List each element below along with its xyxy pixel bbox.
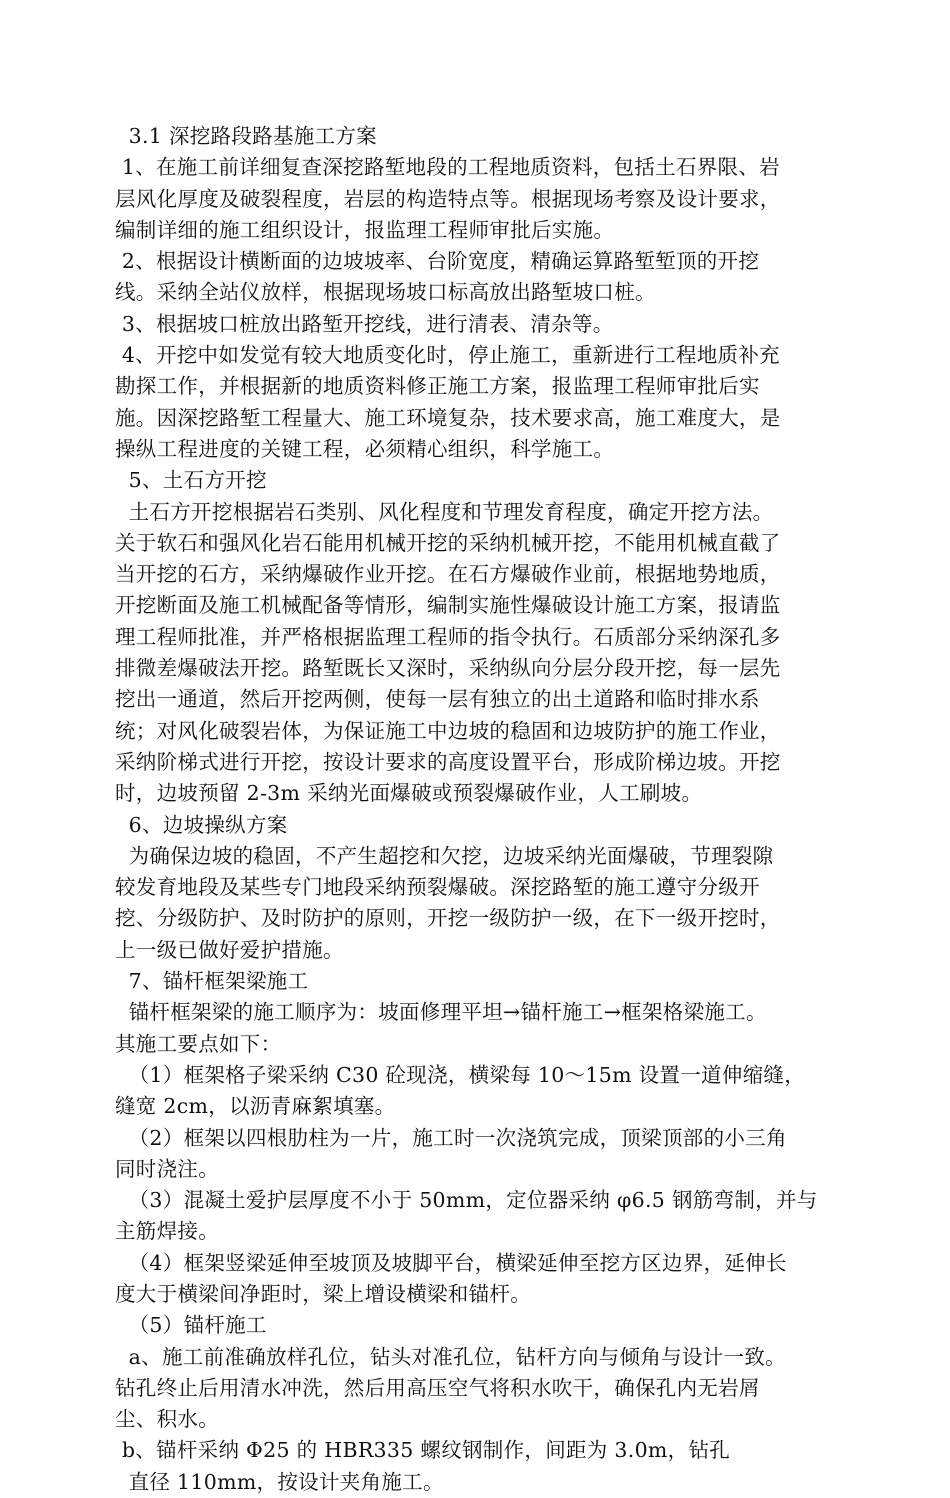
paragraph-line: 排微差爆破法开挖。路堑既长又深时，采纳纵向分层分段开挖，每一层先 xyxy=(115,656,781,681)
paragraph-line: 2、根据设计横断面的边坡坡率、台阶宽度，精确运算路堑堑顶的开挖 xyxy=(115,249,760,274)
paragraph-line: 编制详细的施工组织设计，报监理工程师审批后实施。 xyxy=(115,217,615,242)
paragraph-line: 操纵工程进度的关键工程，必须精心组织，科学施工。 xyxy=(115,436,615,461)
list-item-line: 度大于横梁间净距时，梁上增设横梁和锚杆。 xyxy=(115,1281,531,1306)
paragraph-line: 层风化厚度及破裂程度，岩层的构造特点等。根据现场考察及设计要求， xyxy=(115,186,781,211)
paragraph-line: 尘、积水。 xyxy=(115,1407,219,1432)
paragraph-line: 采纳阶梯式进行开挖，按设计要求的高度设置平台，形成阶梯边坡。开挖 xyxy=(115,749,781,774)
paragraph-line: 线。采纳全站仪放样，根据现场坡口标高放出路堑坡口桩。 xyxy=(115,280,656,305)
list-item-line: （4）框架竖梁延伸至坡顶及坡脚平台，横梁延伸至挖方区边界，延伸长 xyxy=(115,1250,787,1275)
paragraph-line: 钻孔终止后用清水冲洗，然后用高压空气将积水吹干，确保孔内无岩屑 xyxy=(115,1375,760,1400)
paragraph-line: 直径 110mm，按设计夹角施工。 xyxy=(115,1469,444,1494)
list-item-line: 主筋焊接。 xyxy=(115,1219,219,1244)
paragraph-line: 关于软石和强风化岩石能用机械开挖的采纳机械开挖，不能用机械直截了 xyxy=(115,530,781,555)
list-item-line: （3）混凝土爱护层厚度不小于 50mm，定位器采纳 φ6.5 钢筋弯制，并与 xyxy=(115,1188,818,1213)
paragraph-line: 较发育地段及某些专门地段采纳预裂爆破。深挖路堑的施工遵守分级开 xyxy=(115,875,760,900)
paragraph-line: 锚杆框架梁的施工顺序为：坡面修理平坦→锚杆施工→框架格梁施工。 xyxy=(115,1000,767,1025)
paragraph-line: 理工程师批准，并严格根据监理工程师的指令执行。石质部分采纳深孔多 xyxy=(115,624,781,649)
paragraph-line: 挖、分级防护、及时防护的原则，开挖一级防护一级，在下一级开挖时， xyxy=(115,906,781,931)
list-item-line: 同时浇注。 xyxy=(115,1156,219,1181)
document-body xyxy=(115,121,835,1498)
paragraph-line: 上一级已做好爱护措施。 xyxy=(115,937,344,962)
paragraph-line: 当开挖的石方，采纳爆破作业开挖。在石方爆破作业前，根据地势地质， xyxy=(115,562,781,587)
paragraph-line: 统；对风化破裂岩体，为保证施工中边坡的稳固和边坡防护的施工作业， xyxy=(115,718,781,743)
subsection-heading: 6、边坡操纵方案 xyxy=(115,812,288,837)
paragraph-line: 1、在施工前详细复查深挖路堑地段的工程地质资料，包括土石界限、岩 xyxy=(115,155,780,180)
paragraph-line: 3、根据坡口桩放出路堑开挖线，进行清表、清杂等。 xyxy=(115,311,614,336)
paragraph-line: 4、开挖中如发觉有较大地质变化时，停止施工，重新进行工程地质补充 xyxy=(115,343,780,368)
paragraph-line: a、施工前准确放样孔位，钻头对准孔位，钻杆方向与倾角与设计一致。 xyxy=(115,1344,786,1369)
list-item-line: （5）锚杆施工 xyxy=(115,1313,267,1338)
list-item-line: （2）框架以四根肋柱为一片，施工时一次浇筑完成，顶梁顶部的小三角 xyxy=(115,1125,787,1150)
list-item-line: 缝宽 2cm，以沥青麻絮填塞。 xyxy=(115,1094,396,1119)
paragraph-line: 土石方开挖根据岩石类别、风化程度和节理发育程度，确定开挖方法。 xyxy=(115,499,774,524)
subsection-heading: 5、土石方开挖 xyxy=(115,468,267,493)
paragraph-line: 勘探工作，并根据新的地质资料修正施工方案，报监理工程师审批后实 xyxy=(115,374,760,399)
paragraph-line: 为确保边坡的稳固，不产生超挖和欠挖，边坡采纳光面爆破，节理裂隙 xyxy=(115,843,774,868)
list-item-line: （1）框架格子梁采纳 C30 砼现浇，横梁每 10～15m 设置一道伸缩缝， xyxy=(115,1062,806,1087)
section-heading: 3.1 深挖路段路基施工方案 xyxy=(115,124,377,148)
paragraph-line: b、锚杆采纳 Φ25 的 HBR335 螺纹钢制作，间距为 3.0m，钻孔 xyxy=(115,1438,731,1463)
paragraph-line: 开挖断面及施工机械配备等情形，编制实施性爆破设计施工方案，报请监 xyxy=(115,593,781,618)
paragraph-line: 其施工要点如下： xyxy=(115,1031,282,1056)
paragraph-line: 时，边坡预留 2-3m 采纳光面爆破或预裂爆破作业，人工刷坡。 xyxy=(115,781,703,806)
paragraph-line: 挖出一通道，然后开挖两侧，使每一层有独立的出土道路和临时排水系 xyxy=(115,687,760,712)
subsection-heading: 7、锚杆框架梁施工 xyxy=(115,969,309,994)
paragraph-line: 施。因深挖路堑工程量大、施工环境复杂，技术要求高，施工难度大，是 xyxy=(115,405,781,430)
